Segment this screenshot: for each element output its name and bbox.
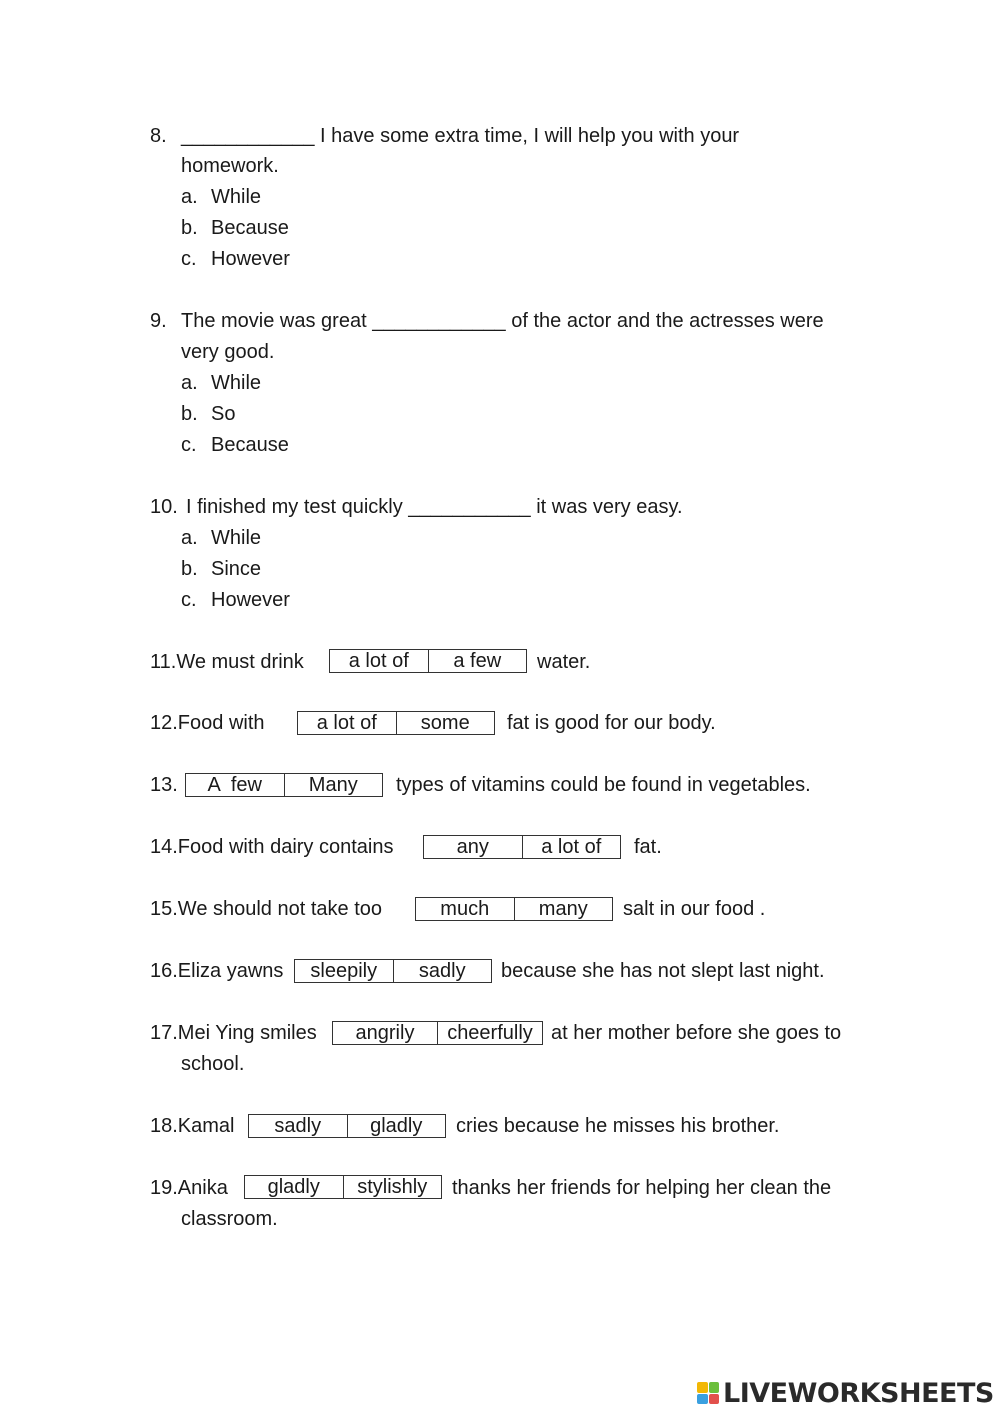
logo-text: LIVEWORKSHEETS bbox=[723, 1377, 994, 1409]
question-suffix: thanks her friends for helping her clean the bbox=[452, 1177, 832, 1199]
question-prefix: 11.We must drink bbox=[150, 651, 304, 673]
question-text: The movie was great ____________ of the actor and the actresses were bbox=[181, 310, 824, 332]
question-suffix: fat. bbox=[634, 836, 662, 858]
option-text[interactable]: While bbox=[211, 372, 262, 394]
choice-selector[interactable] bbox=[185, 773, 383, 797]
question-prefix: 19.Anika bbox=[150, 1177, 228, 1199]
question-suffix: salt in our food . bbox=[623, 898, 766, 920]
choice-option[interactable]: much bbox=[440, 898, 490, 920]
choice-option[interactable]: a lot of bbox=[522, 836, 621, 858]
choice-selector[interactable] bbox=[329, 649, 527, 673]
choice-option[interactable]: a lot of bbox=[316, 712, 377, 734]
question-number: 9. bbox=[150, 310, 167, 332]
option-letter: b. bbox=[181, 558, 198, 580]
option-letter: b. bbox=[181, 403, 198, 425]
question-text: ____________ I have some extra time, I will help you with your bbox=[181, 125, 740, 147]
question-suffix: cries because he misses his brother. bbox=[456, 1115, 780, 1137]
option-letter: a. bbox=[181, 186, 198, 208]
choice-option[interactable]: Many bbox=[284, 774, 383, 796]
choice-selector[interactable] bbox=[297, 711, 495, 735]
choice-option[interactable]: stylishly bbox=[343, 1176, 442, 1198]
question-suffix: fat is good for our body. bbox=[507, 712, 716, 734]
choice-option[interactable]: sadly bbox=[393, 960, 492, 982]
choice-option[interactable]: sleepily bbox=[310, 960, 378, 982]
choice-option[interactable]: sadly bbox=[274, 1115, 322, 1137]
question-text-cont: homework. bbox=[181, 155, 279, 177]
choice-selector[interactable] bbox=[415, 897, 613, 921]
choice-selector[interactable] bbox=[248, 1114, 446, 1138]
choice-option[interactable]: some bbox=[396, 712, 495, 734]
liveworksheets-logo-icon bbox=[697, 1382, 719, 1404]
choice-selector[interactable] bbox=[332, 1021, 543, 1045]
option-letter: c. bbox=[181, 248, 197, 270]
choice-selector[interactable] bbox=[244, 1175, 442, 1199]
question-suffix: at her mother before she goes to bbox=[551, 1022, 842, 1044]
question-suffix: water. bbox=[537, 651, 591, 673]
choice-selector[interactable] bbox=[423, 835, 621, 859]
choice-option[interactable]: a few bbox=[428, 650, 527, 672]
choice-option[interactable]: gladly bbox=[267, 1176, 320, 1198]
question-prefix: 14.Food with dairy contains bbox=[150, 836, 394, 858]
option-text[interactable]: While bbox=[211, 186, 262, 208]
question-text-cont: very good. bbox=[181, 341, 275, 363]
choice-option[interactable]: many bbox=[514, 898, 613, 920]
choice-option[interactable]: any bbox=[456, 836, 489, 858]
question-prefix: 16.Eliza yawns bbox=[150, 960, 284, 982]
question-prefix: 17.Mei Ying smiles bbox=[150, 1022, 317, 1044]
question-number: 8. bbox=[150, 125, 167, 147]
question-suffix: types of vitamins could be found in vegetables. bbox=[396, 774, 811, 796]
question-number: 10. bbox=[150, 496, 178, 518]
choice-option[interactable]: angrily bbox=[355, 1022, 415, 1044]
option-text[interactable]: However bbox=[211, 589, 290, 611]
question-suffix: because she has not slept last night. bbox=[501, 960, 825, 982]
option-text[interactable]: So bbox=[211, 403, 236, 425]
question-text-cont: classroom. bbox=[181, 1208, 278, 1230]
question-prefix: 12.Food with bbox=[150, 712, 265, 734]
option-text[interactable]: Since bbox=[211, 558, 262, 580]
choice-option[interactable]: a lot of bbox=[348, 650, 409, 672]
choice-option[interactable]: cheerfully bbox=[437, 1022, 542, 1044]
option-letter: c. bbox=[181, 434, 197, 456]
option-letter: b. bbox=[181, 217, 198, 239]
choice-option[interactable]: A few bbox=[207, 774, 262, 796]
choice-selector[interactable] bbox=[294, 959, 492, 983]
option-text[interactable]: However bbox=[211, 248, 290, 270]
question-prefix: 15.We should not take too bbox=[150, 898, 383, 920]
option-text[interactable]: Because bbox=[211, 434, 289, 456]
question-prefix: 13. bbox=[150, 774, 178, 796]
question-prefix: 18.Kamal bbox=[150, 1115, 235, 1137]
question-text: I finished my test quickly ___________ it was very easy. bbox=[186, 496, 683, 518]
question-text-cont: school. bbox=[181, 1053, 245, 1075]
liveworksheets-logo bbox=[697, 1378, 994, 1408]
option-text[interactable]: Because bbox=[211, 217, 289, 239]
choice-option[interactable]: gladly bbox=[347, 1115, 446, 1137]
option-letter: c. bbox=[181, 589, 197, 611]
option-text[interactable]: While bbox=[211, 527, 262, 549]
option-letter: a. bbox=[181, 527, 198, 549]
option-letter: a. bbox=[181, 372, 198, 394]
